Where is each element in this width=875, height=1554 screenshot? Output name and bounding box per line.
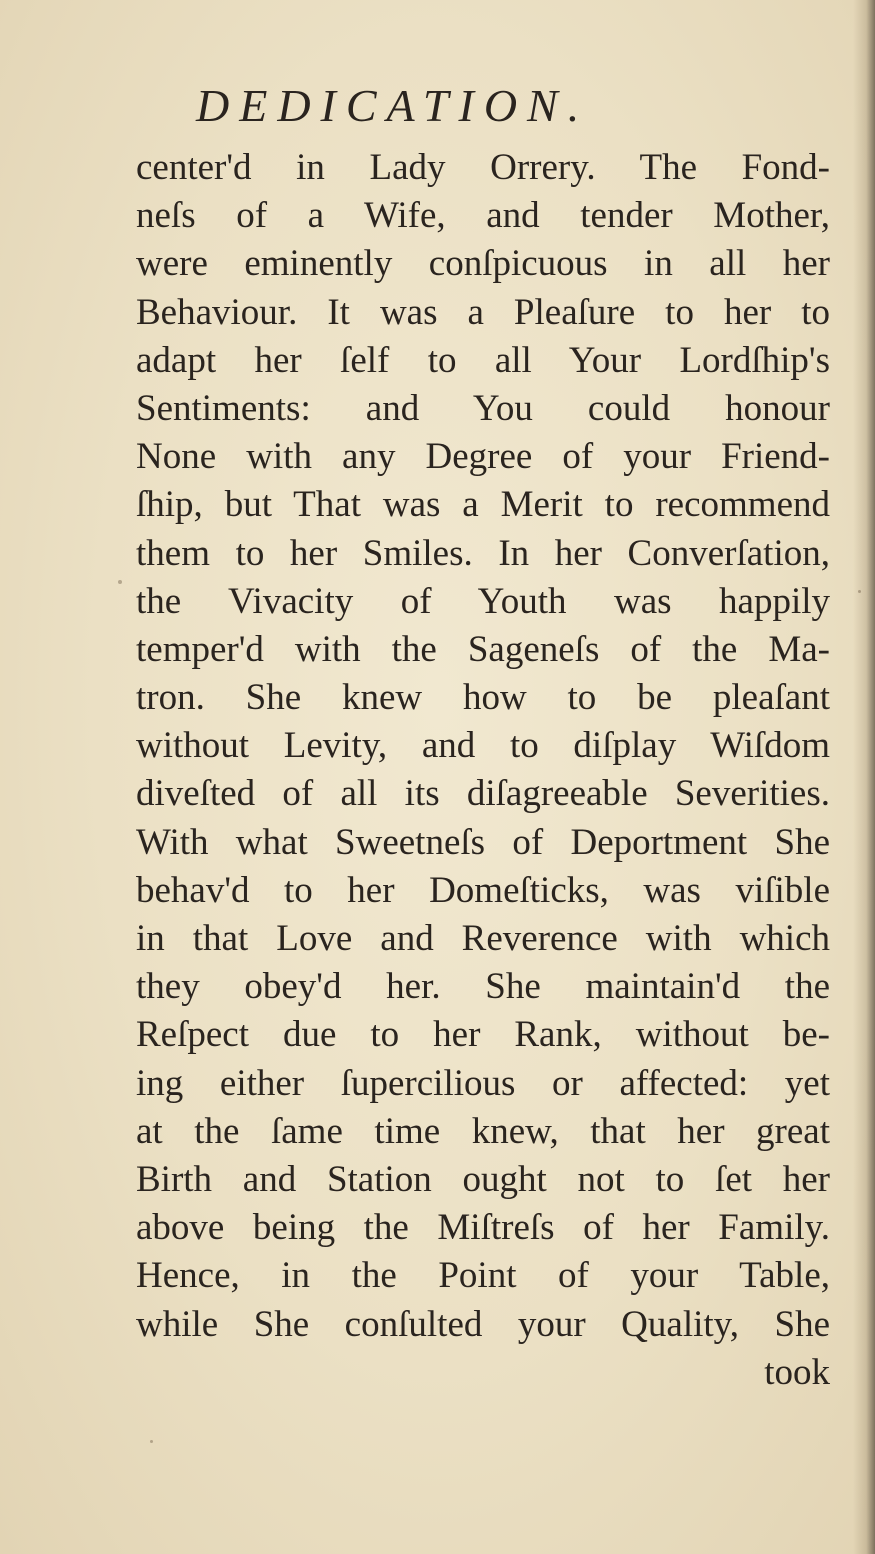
- text-line: adapt her ſelf to all Your Lordſhip's: [136, 339, 830, 381]
- text-line: behav'd to her Domeſticks, was viſible: [136, 869, 830, 911]
- text-line: temper'd with the Sageneſs of the Ma-: [136, 628, 830, 670]
- text-line: Birth and Station ought not to ſet her: [136, 1158, 830, 1200]
- text-line: Sentiments: and You could honour: [136, 387, 830, 429]
- text-line: they obey'd her. She maintain'd the: [136, 966, 830, 1008]
- text-line: ing either ſupercilious or affected: yet: [136, 1062, 830, 1104]
- paper-speck: [858, 590, 861, 593]
- paper-speck: [150, 1440, 153, 1443]
- text-line: without Levity, and to diſplay Wiſdom: [136, 725, 830, 767]
- text-line: Reſpect due to her Rank, without be-: [136, 1014, 830, 1056]
- text-line: diveſted of all its diſagreeable Severities.: [136, 773, 830, 815]
- text-line: them to her Smiles. In her Converſation,: [136, 532, 830, 574]
- text-line: Hence, in the Point of your Table,: [136, 1255, 830, 1297]
- text-line: above being the Miſtreſs of her Family.: [136, 1207, 830, 1249]
- text-line: were eminently conſpicuous in all her: [136, 243, 830, 285]
- text-line: while She conſulted your Quality, She: [136, 1303, 830, 1345]
- text-line: tron. She knew how to be pleaſant: [136, 677, 830, 719]
- text-line: With what Sweetneſs of Deportment She: [136, 821, 830, 863]
- text-line: Behaviour. It was a Pleaſure to her to: [136, 291, 830, 333]
- text-line: the Vivacity of Youth was happily: [136, 580, 830, 622]
- text-line: ſhip, but That was a Merit to recommend: [136, 484, 830, 526]
- text-line: in that Love and Reverence with which: [136, 918, 830, 959]
- text-line: None with any Degree of your Friend-: [136, 436, 830, 478]
- body-text: [136, 144, 830, 1397]
- text-line: center'd in Lady Orrery. The Fond-: [136, 147, 830, 188]
- paper-speck: [118, 580, 122, 584]
- catchword: took: [764, 1351, 830, 1393]
- running-head: DEDICATION.: [196, 80, 590, 131]
- text-line: neſs of a Wife, and tender Mother,: [136, 195, 830, 237]
- page-edge-shadow: [853, 0, 875, 1554]
- text-line: at the ſame time knew, that her great: [136, 1110, 830, 1152]
